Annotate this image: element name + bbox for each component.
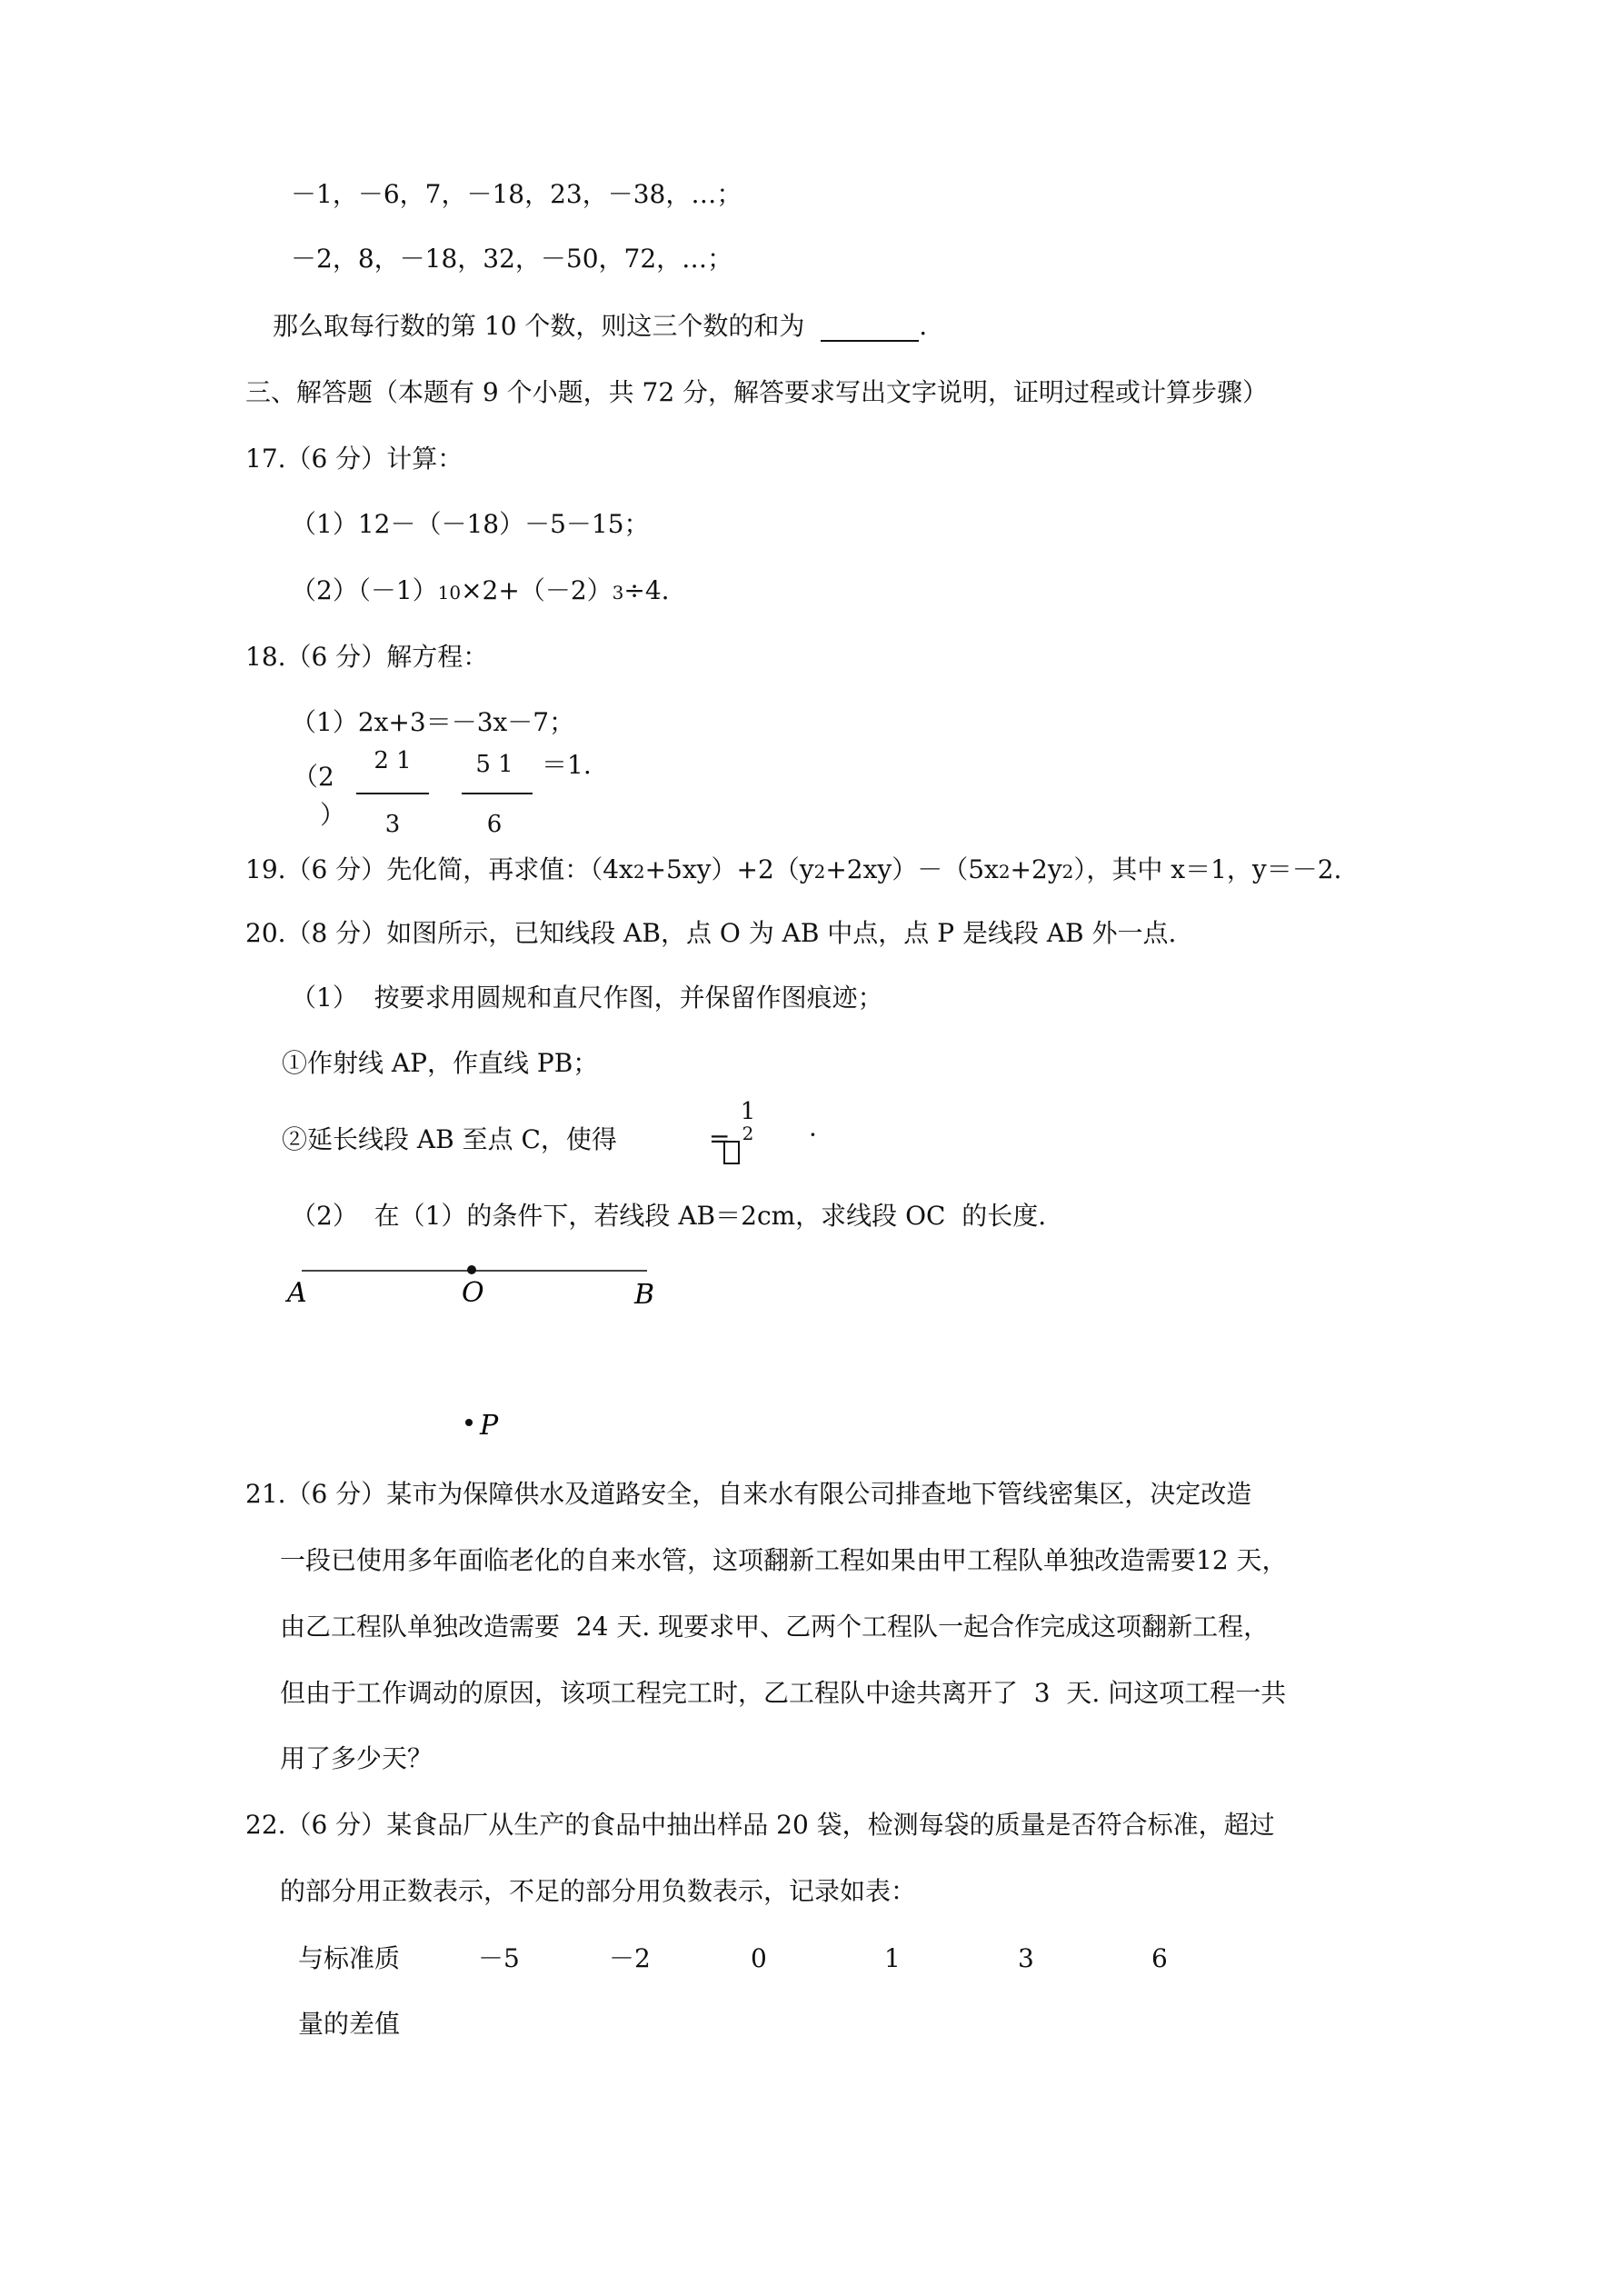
q18-frac2-num: 5 1 [475,751,513,778]
q19-a: 19.（6 分）先化简，再求值：（4x [245,854,633,884]
label-a: A [287,1277,307,1309]
q18-frac1-num: 2 1 [374,747,412,774]
q17-part1: （1）12－（－18）－5－15； [291,509,650,539]
q21-line-3: 由乙工程队单独改造需要 24 天. 现要求甲、乙两个工程队一起合作完成这项翻新工程， [280,1612,1270,1642]
question-end: . [919,311,928,341]
q22-table-cell: 1 [884,1943,901,1973]
q17-p2-a: （2）（－1） [291,575,438,605]
question-text: 那么取每行数的第 10 个数，则这三个数的和为 [273,311,805,341]
q19-b: +5xy）+2（y [644,854,814,884]
q20-part2: （2） 在（1）的条件下，若线段 AB＝2cm，求线段 OC 的长度. [291,1201,1047,1231]
q18-part1: （1）2x+3＝－3x－7； [291,707,575,737]
q19-d: +2y [1010,854,1062,884]
q20-title: 20.（8 分）如图所示，已知线段 AB，点 O 为 AB 中点，点 P 是线段 AB 外一点. [245,918,1177,948]
q17-title: 17.（6 分）计算： [245,444,463,474]
q21-line-2: 一段已使用多年面临老化的自来水管，这项翻新工程如果由甲工程队单独改造需要12 天， [280,1545,1288,1575]
q17-p2-b: ×2+（－2） [461,575,613,605]
section-3-heading: 三、解答题（本题有 9 个小题，共 72 分，解答要求写出文字说明，证明过程或计算步骤） [245,377,1269,407]
q22-line-2: 的部分用正数表示，不足的部分用负数表示，记录如表： [280,1876,917,1906]
q22-table-cell: －5 [478,1943,520,1973]
q20-c2-end: · [809,1120,817,1150]
point-p [465,1419,473,1426]
q19-c: +2xy）－（5x [825,854,999,884]
q18-p2-label-bot: ） [320,800,346,830]
sequence-row-2: －2，8，－18，32，－50，72，…； [291,244,733,274]
q21-line-1: 21.（6 分）某市为保障供水及道路安全，自来水有限公司排查地下管线密集区，决定改造 [245,1479,1252,1509]
q22-line-1: 22.（6 分）某食品厂从生产的食品中抽出样品 20 袋，检测每袋的质量是否符合标准，超过 [245,1810,1275,1840]
q22-table-label-1: 与标准质 [298,1943,401,1973]
q19-s4: 2 [1061,861,1074,883]
q18-title: 18.（6 分）解方程： [245,642,489,672]
label-b: B [634,1279,655,1311]
q18-frac2-den: 6 [486,811,503,838]
sequence-row-1: －1，－6，7，－18，23，－38，…； [291,179,742,209]
q20-construct-2: ②延长线段 AB 至点 C，使得 [282,1124,617,1154]
q22-table-cell: －2 [609,1943,651,1973]
q17-p2-c: ÷4. [623,575,670,605]
q20-part1: （1） 按要求用圆规和直尺作图，并保留作图痕迹； [291,983,883,1013]
q20-frac-num: 1 [740,1098,756,1125]
q18-frac1-den: 3 [384,811,401,838]
label-p: P [480,1410,499,1442]
q18-p2-label-top: （2 [293,762,334,792]
label-o: O [462,1277,484,1309]
q22-table-cell: 3 [1018,1943,1034,1973]
q19-s1: 2 [633,861,645,883]
q17-exp1: 10 [437,582,462,604]
point-o [467,1265,476,1274]
q21-line-4: 但由于工作调动的原因，该项工程完工时，乙工程队中途共离开了 3 天. 问这项工程一共 [280,1678,1287,1708]
q19-s3: 2 [998,861,1011,883]
q22-table-cell: 0 [751,1943,767,1973]
q22-table-label-2: 量的差值 [298,2009,401,2039]
q20-construct-1: ①作射线 AP，作直线 PB； [282,1048,599,1078]
q18-p2-eq: ＝1. [542,750,592,780]
q17-exp2: 3 [612,582,624,604]
q19-s2: 2 [813,861,826,883]
q20-frac-den: 2 [742,1123,754,1144]
q20-c2-eq: = [709,1123,731,1153]
q19-e: ），其中 x＝1，y＝－2. [1073,854,1342,884]
q21-line-5: 用了多少天？ [280,1743,433,1773]
q22-table-cell: 6 [1151,1943,1168,1973]
